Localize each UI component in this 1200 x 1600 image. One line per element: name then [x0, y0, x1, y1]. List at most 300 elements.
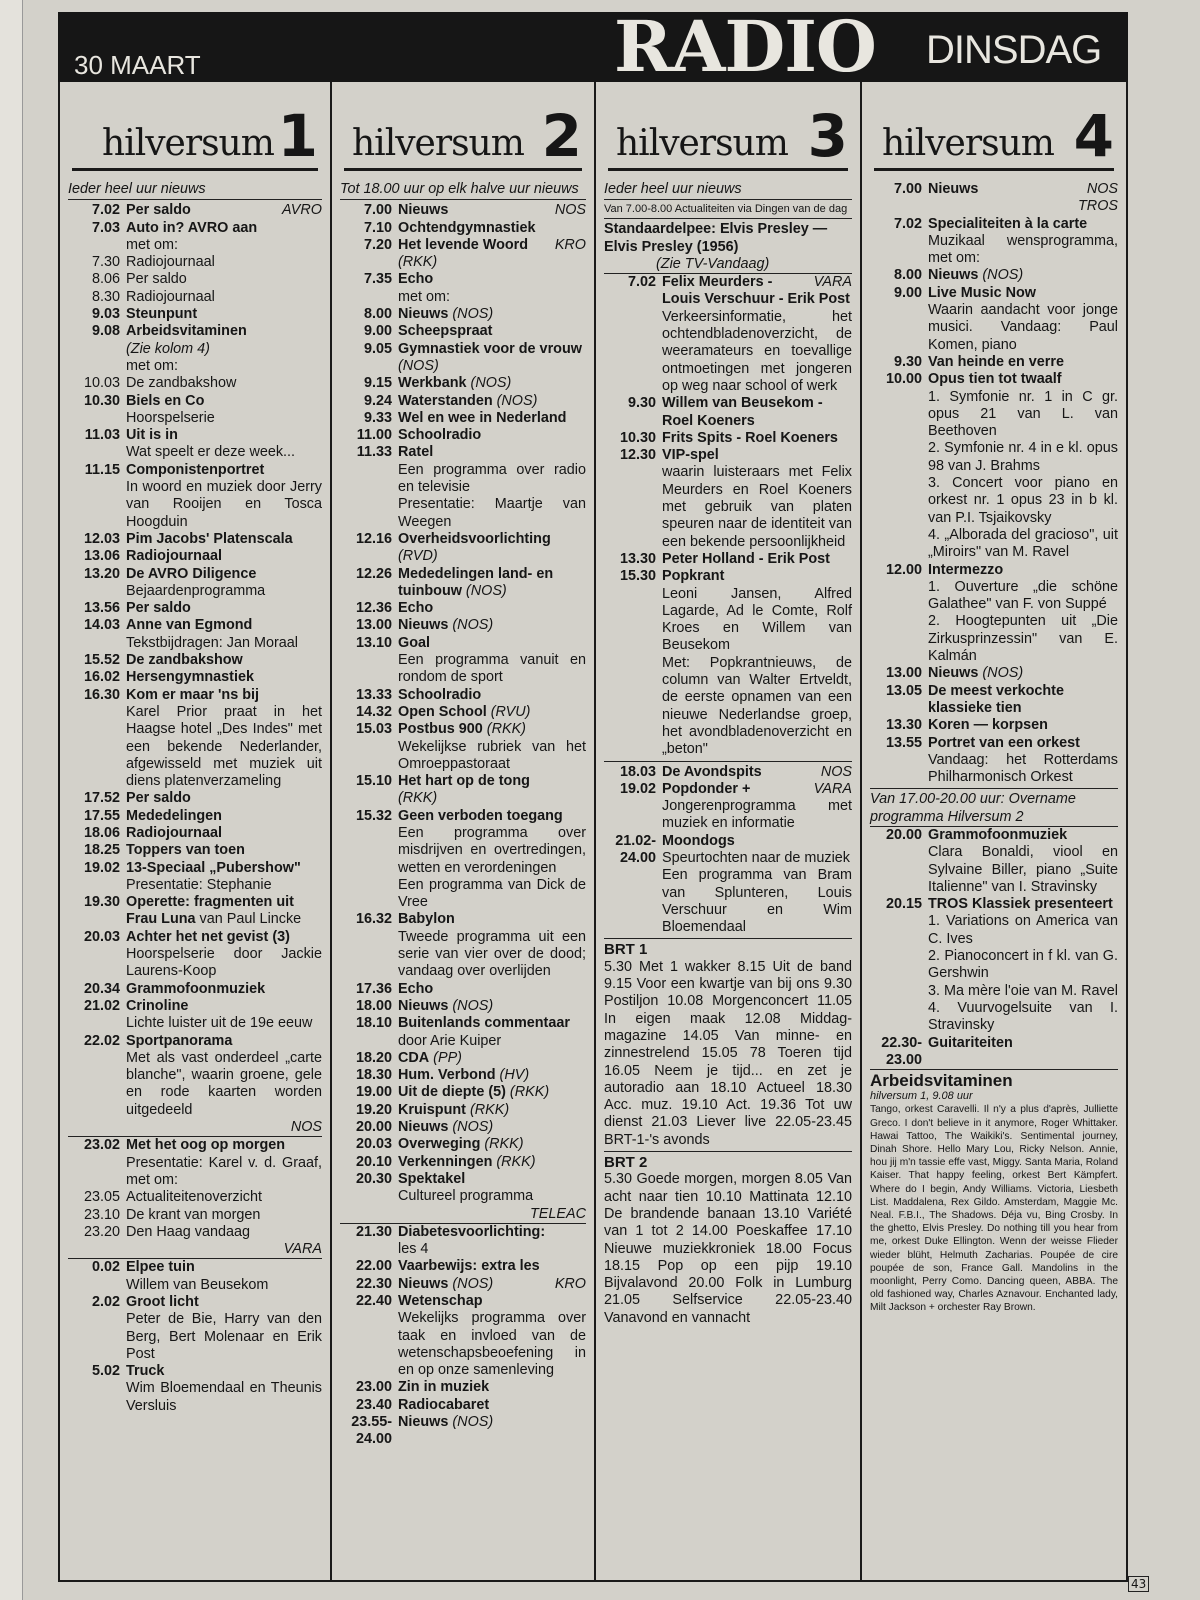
- program-details: [398, 704, 586, 721]
- program-details: [398, 911, 586, 980]
- program-time: 21.30: [355, 1223, 392, 1240]
- program-description: 1. Variations on America van C. Ives: [928, 913, 1118, 947]
- program-time: 13.05: [885, 682, 922, 699]
- station-number: 1: [277, 102, 318, 170]
- program-title: Nieuws: [398, 997, 449, 1014]
- program-title: Spektakel: [398, 1170, 466, 1187]
- column-hilversum-2: [330, 82, 594, 1580]
- program-entry: [870, 285, 1118, 354]
- program-time: 16.02: [83, 669, 120, 686]
- station-name: hilversum: [616, 123, 788, 164]
- program-time: 9.15: [363, 375, 392, 392]
- program-title: Radiojournaal: [126, 824, 222, 841]
- program-entry: [340, 410, 586, 427]
- program-title: Ochtendgymnastiek: [398, 219, 536, 236]
- brt1-schedule: 5.30 Met 1 wakker 8.15 Uit de band 9.15 Voor een kwartje van bij ons 9.30 Postiljon 10.08 Morgenconcert 11.05 In eigen maak 12.08 Middag-magazine 14.05 Van minne- en zinnestrelend 15.05 78 Toeren tijd 16.05 Neem je tijd... en zet je autoradio aan 18.10 Actueel 18.30 Acc. muz. 19.10 Act. 19.36 Tot uw dienst 21.03 Liever live 22.05-23.45 BRT-1-'s avonds: [604, 958, 852, 1148]
- program-details: [126, 1137, 322, 1189]
- program-details: [398, 393, 586, 410]
- program-title: Live Music Now: [928, 284, 1036, 301]
- program-details: [126, 998, 322, 1033]
- program-time: 22.02: [83, 1032, 120, 1049]
- program-entry: [340, 1397, 586, 1414]
- program-title: Den Haag vandaag: [126, 1223, 251, 1240]
- feature-box-text: Tango, orkest Caravelli. Il n'y a plus d'après, Julliette Greco. I don't believe in it anymore, Roger Whittaker. Hawai Tattoo, The Waikiki's. Sentimental journey, Dinah Shore. Hello Mary Lou, Ricky Nelson. Annie, hou jij m'n tassie effe vast, Miggy. Santa Maria, Roland Kaiser. That happy feeling, orkest Bert Kämpfert. Where do I begin, Andy Williams. Victoria, Liesbeth List. Maddalena, Rex Gildo. Amsterdam, Maggie Mc. Neal. F.B.I., The Shadows. Déja vu, Bing Crosby. In the ghetto, Elvis Presley. Do nothing till you hear from me, orkest Duke Ellington. Wenn der weisse Flieder wieder blüht, Helmuth Zacharias. Poupée de cire poupée de son, France Gall. Mandolins in the moonlight, Perry Como. Dancing queen, ABBA. The old fashioned way, Charles Aznavour. Enchanted lady, Milt Jackson + orchester Ray Brown.: [870, 1104, 1118, 1314]
- station-columns: [58, 82, 1128, 1582]
- program-time: 12.30: [619, 447, 656, 464]
- program-time: [870, 198, 928, 215]
- program-details: [928, 181, 1118, 198]
- program-details: [928, 896, 1118, 1034]
- program-details: [398, 566, 586, 601]
- program-time: 23.10: [83, 1206, 120, 1223]
- column-hilversum-3: [594, 82, 860, 1580]
- program-time: 22.40: [355, 1293, 392, 1309]
- program-time: 11.15: [84, 461, 120, 478]
- program-title: De AVRO Diligence: [126, 565, 257, 582]
- program-title: Actualiteitenoverzicht: [126, 1189, 262, 1206]
- program-list: [870, 827, 1118, 1069]
- program-details: [398, 271, 586, 306]
- program-title: Nieuws: [928, 267, 979, 284]
- program-time: 20.15: [885, 896, 922, 913]
- program-details: [398, 1171, 586, 1206]
- program-time: 9.33: [363, 409, 392, 426]
- program-time: 16.32: [355, 911, 392, 928]
- program-title: Gymnastiek voor de vrouw: [398, 340, 582, 357]
- program-broadcaster: (NOS): [978, 267, 1024, 284]
- program-entry: [340, 341, 586, 376]
- program-title: Felix Meurders - Louis Verschuur - Erik Post: [662, 274, 850, 308]
- program-details: [126, 271, 322, 288]
- program-details: [398, 635, 586, 687]
- program-details: [126, 894, 322, 929]
- program-entry: [68, 669, 322, 686]
- feature-box-title: Arbeidsvitaminen: [870, 1069, 1118, 1089]
- program-title: Operette: fragmenten uit Frau Luna: [126, 894, 294, 928]
- program-entry: [340, 635, 586, 687]
- broadcaster-label: VARA: [68, 1241, 322, 1259]
- feature-box-subtitle: hilversum 1, 9.08 uur: [870, 1090, 973, 1103]
- program-description: Lichte luister uit de 19e eeuw: [126, 1015, 313, 1032]
- program-time: 18.03: [619, 763, 656, 780]
- program-broadcaster: (PP): [429, 1049, 462, 1066]
- program-time: 15.52: [83, 652, 120, 669]
- program-entry: [340, 1154, 586, 1171]
- program-time: 12.03: [83, 530, 120, 547]
- program-description: 4. „Alborada del gracioso", uit „Miroirs" van M. Ravel: [928, 526, 1118, 561]
- program-time: 13.30: [885, 717, 922, 734]
- program-title: Uit de diepte (5): [398, 1084, 506, 1101]
- program-title: Groot licht: [126, 1294, 199, 1310]
- program-time: 9.05: [363, 340, 392, 357]
- program-details: [126, 617, 322, 652]
- program-title: VIP-spel: [662, 447, 719, 464]
- program-time: 9.08: [91, 323, 120, 340]
- column-hilversum-4: [860, 82, 1126, 1580]
- program-entry: [68, 1294, 322, 1363]
- program-details: [398, 1414, 586, 1449]
- schedule: [604, 171, 852, 1327]
- program-details: [398, 1136, 586, 1153]
- program-title: Nieuws: [398, 1275, 449, 1292]
- program-description: les 4: [398, 1241, 429, 1258]
- program-description: Wekelijkse rubriek van het Omroeppastoraat: [398, 738, 586, 772]
- program-broadcaster: (NOS): [448, 1275, 494, 1292]
- program-title: Nieuws: [398, 1414, 449, 1431]
- program-details: [126, 929, 322, 981]
- program-details: [126, 1259, 322, 1294]
- program-title: Sportpanorama: [126, 1032, 233, 1049]
- program-details: [928, 285, 1118, 354]
- program-entry: [340, 220, 586, 237]
- program-description: met om:: [126, 236, 178, 253]
- station-number: 4: [1073, 102, 1114, 170]
- program-title: Met het oog op morgen: [126, 1137, 286, 1154]
- program-details: [398, 1084, 586, 1101]
- program-entry: [68, 1259, 322, 1294]
- program-time: 12.26: [355, 565, 392, 582]
- program-title: Specialiteiten à la carte: [928, 215, 1088, 232]
- program-description: 2. Hoogtepunten uit „Die Zirkusprinzessin" van E. Kalmán: [928, 613, 1118, 665]
- program-details: [126, 323, 322, 375]
- program-entry: [340, 1258, 586, 1275]
- program-entry: [68, 652, 322, 669]
- broadcaster-label: NOS: [1086, 181, 1118, 197]
- program-entry: [340, 271, 586, 306]
- program-details: [928, 267, 1118, 284]
- program-title: Goal: [398, 634, 430, 651]
- program-title: Vaarbewijs: extra les: [398, 1258, 540, 1275]
- program-details: [928, 665, 1118, 682]
- program-title: Mededelingen land- en tuinbouw: [398, 565, 554, 599]
- program-entry: [604, 447, 852, 551]
- program-entry: [604, 395, 852, 430]
- program-title: Intermezzo: [928, 561, 1004, 578]
- program-broadcaster: (RKK): [505, 1084, 550, 1101]
- program-description: Een programma van Dick de Vree: [398, 876, 586, 911]
- program-time: 18.20: [355, 1049, 392, 1066]
- program-details: [126, 842, 322, 859]
- program-description: met om:: [126, 357, 178, 374]
- station-number: 2: [541, 102, 582, 170]
- program-title: Nieuws: [928, 181, 979, 197]
- program-entry: [604, 551, 852, 568]
- program-details: [928, 371, 1118, 561]
- program-time: 19.20: [355, 1101, 392, 1118]
- program-description: Een programma over misdrijven en overtredingen, wetten en verordeningen: [398, 824, 586, 876]
- program-time: 19.00: [355, 1084, 392, 1101]
- program-entry: [340, 704, 586, 721]
- program-details: [398, 981, 586, 998]
- program-title: 13-Speciaal „Pubershow": [126, 859, 301, 876]
- program-time: 9.30: [627, 395, 656, 412]
- program-entry: [340, 998, 586, 1015]
- program-entry: [68, 427, 322, 462]
- program-time: 14.03: [83, 617, 120, 634]
- program-details: [398, 1293, 586, 1379]
- program-entry: [68, 808, 322, 825]
- program-details: [398, 1258, 586, 1275]
- program-entry: [340, 773, 586, 808]
- program-details: [126, 860, 322, 895]
- program-time: 20.00: [355, 1119, 392, 1136]
- program-entry: [68, 1189, 322, 1206]
- program-description: Vandaag: het Rotterdams Philharmonisch Orkest: [928, 751, 1118, 786]
- program-entry: [340, 1084, 586, 1101]
- program-title: Wetenschap: [398, 1293, 483, 1309]
- program-entry: [870, 717, 1118, 734]
- program-entry: [604, 274, 852, 395]
- program-time: 19.02: [83, 859, 120, 876]
- program-title: Echo: [398, 980, 434, 997]
- program-details: [126, 669, 322, 686]
- program-entry: [340, 237, 586, 272]
- program-time: 9.00: [363, 323, 392, 340]
- program-description: (RKK): [398, 790, 438, 807]
- program-title: Willem van Beusekom - Roel Koeners: [662, 395, 823, 429]
- program-title: Open School: [398, 703, 487, 720]
- program-time: 20.30: [355, 1170, 392, 1187]
- program-entry: [870, 562, 1118, 666]
- schedule-note: Ieder heel uur nieuws: [68, 181, 322, 200]
- program-time: 0.02: [91, 1259, 120, 1276]
- program-details: [928, 683, 1118, 718]
- program-entry: [68, 860, 322, 895]
- program-entry: [870, 896, 1118, 1034]
- program-details: [126, 981, 322, 998]
- program-entry: [68, 548, 322, 565]
- program-time: 23.05: [83, 1189, 120, 1206]
- program-time: 7.00: [893, 181, 922, 197]
- program-time: 9.24: [363, 392, 392, 409]
- program-title: Truck: [126, 1363, 165, 1380]
- program-details: [398, 410, 586, 427]
- program-entry: [870, 216, 1118, 268]
- program-title: Nieuws: [928, 665, 979, 682]
- program-description: Peter de Bie, Harry van den Berg, Bert Molenaar en Erik Post: [126, 1311, 322, 1362]
- program-time: 23.02: [83, 1137, 120, 1154]
- program-details: [928, 562, 1118, 666]
- program-time: 17.36: [355, 980, 392, 997]
- program-title: Buitenlands commentaar: [398, 1015, 570, 1032]
- program-description: door Arie Kuiper: [398, 1032, 502, 1049]
- program-details: [398, 1102, 586, 1119]
- program-details: [398, 1050, 586, 1067]
- broadcaster-label: KRO: [554, 236, 586, 253]
- broadcaster-label: TROS: [1078, 198, 1118, 215]
- program-title: Nieuws: [398, 202, 449, 219]
- program-broadcaster: (NOS): [466, 375, 512, 392]
- program-title: Babylon: [398, 911, 455, 928]
- program-time: 12.16: [355, 530, 392, 547]
- program-details: [928, 827, 1118, 896]
- program-time: 7.02: [893, 215, 922, 232]
- program-entry: [870, 371, 1118, 561]
- program-entry: [340, 1119, 586, 1136]
- schedule-note: Van 17.00-20.00 uur: Overname programma Hilversum 2: [870, 791, 1118, 827]
- program-details: [662, 430, 852, 447]
- program-time: 10.30: [83, 392, 120, 409]
- program-description: Karel Prior praat in het Haagse hotel „Des Indes" met een bekende Nederlander, afgewisseld met muziek uit diens platenverzameling: [126, 703, 322, 790]
- program-details: [662, 395, 852, 430]
- program-time: 22.30-23.00: [881, 1034, 922, 1068]
- program-title: De krant van morgen: [126, 1206, 261, 1223]
- program-details: [662, 764, 852, 781]
- station-name: hilversum: [882, 123, 1054, 164]
- brt2-title: BRT 2: [604, 1154, 648, 1172]
- program-title: Echo: [398, 600, 434, 617]
- program-title: Hersengymnastiek: [126, 669, 254, 686]
- program-details: [398, 531, 586, 566]
- program-description: waarin luisteraars met Felix Meurders en Roel Koeners met gebruik van platen speuren naar de identiteit van een bekende persoonlijkheid: [662, 464, 852, 550]
- program-title: Frits Spits - Roel Koeners: [662, 429, 838, 446]
- program-list: [68, 1259, 322, 1415]
- program-title: Werkbank: [398, 375, 467, 392]
- program-entry: [340, 687, 586, 704]
- program-description: Jongerenprogramma met muziek en informatie: [662, 798, 852, 832]
- station-number: 3: [807, 102, 848, 170]
- program-entry: [870, 665, 1118, 682]
- program-time: 22.00: [355, 1258, 392, 1275]
- program-broadcaster: (RKK): [482, 721, 526, 738]
- program-details: [126, 1207, 322, 1224]
- program-time: 9.30: [893, 353, 922, 370]
- program-time: 2.02: [91, 1294, 120, 1310]
- program-details: [398, 202, 586, 219]
- program-description: Willem van Beusekom: [126, 1276, 269, 1293]
- program-title: Waterstanden: [398, 392, 493, 409]
- program-time: 7.02: [91, 202, 120, 219]
- program-details: [398, 617, 586, 634]
- program-title: Per saldo: [126, 271, 187, 288]
- program-description: Wekelijks programma over taak en invloed van de wetenschapsbeoefening in en op onze samenleving: [398, 1310, 586, 1379]
- program-description: Met: Popkrantnieuws, de column van Walter Ertveldt, de eerste opnamen van een nieuwe Nederlandse groep, het avondbladenoverzicht en „beton": [662, 654, 852, 758]
- program-details: [398, 1397, 586, 1414]
- program-details: [928, 354, 1118, 371]
- program-title: Componistenportret: [126, 461, 265, 478]
- program-time: 7.10: [363, 219, 392, 236]
- program-title: Kom er maar 'ns bij: [126, 686, 259, 703]
- program-details: [662, 551, 852, 568]
- program-description: Presentatie: Karel v. d. Graaf, met om:: [126, 1154, 322, 1188]
- program-time: 13.56: [83, 600, 120, 617]
- schedule-subnote: Van 7.00-8.00 Actualiteiten via Dingen van de dag: [604, 203, 848, 216]
- program-time: 7.02: [627, 274, 656, 291]
- program-details: [398, 687, 586, 704]
- program-details: [126, 202, 322, 219]
- program-entry: [68, 981, 322, 998]
- program-time: 20.03: [355, 1136, 392, 1153]
- broadcaster-label: KRO: [554, 1275, 586, 1292]
- program-details: [398, 341, 586, 376]
- program-description: Een programma van Bram van Splunteren, Louis Verschuur en Wim Bloemendaal: [662, 867, 852, 936]
- program-entry: [340, 202, 586, 219]
- program-description: Muzikaal wensprogramma, met om:: [928, 232, 1118, 267]
- program-title: Toppers van toen: [126, 842, 245, 859]
- program-time: 5.02: [91, 1363, 120, 1380]
- program-entry: [68, 600, 322, 617]
- program-broadcaster: (RKK): [480, 1136, 524, 1153]
- program-details: [126, 1189, 322, 1206]
- program-time: 8.00: [363, 306, 392, 323]
- program-entry: [68, 323, 322, 375]
- program-description: Cultureel programma: [398, 1188, 534, 1205]
- program-entry: [870, 1035, 1118, 1070]
- program-entry: [340, 444, 586, 530]
- schedule: [870, 171, 1118, 1315]
- program-description: Presentatie: Maartje van Weegen: [398, 496, 586, 530]
- program-title: Arbeidsvitaminen: [126, 323, 247, 340]
- program-title: Elpee tuin: [126, 1259, 195, 1276]
- program-broadcaster: (RKK): [465, 1101, 510, 1118]
- program-details: [126, 808, 322, 825]
- program-extra: van Paul Lincke: [195, 911, 302, 928]
- program-title: Kruispunt: [398, 1101, 466, 1118]
- program-time: 9.00: [893, 284, 922, 301]
- program-description: Een programma over radio en televisie: [398, 461, 586, 496]
- program-description: Met als vast onderdeel „carte blanche", waarin groene, gele en rode kaarten worden uitgedeeld: [126, 1049, 322, 1118]
- program-time: 21.02-24.00: [615, 832, 656, 866]
- program-broadcaster: (NOS): [448, 306, 494, 323]
- program-title: Hum. Verbond: [398, 1067, 496, 1084]
- program-entry: [340, 1015, 586, 1050]
- program-entry: [340, 566, 586, 601]
- program-broadcaster: (NOS): [448, 997, 494, 1014]
- program-entry: [340, 981, 586, 998]
- adjacent-page-edge: [0, 0, 23, 1600]
- program-description: 1. Ouverture „die schöne Galathee" van F. von Suppé: [928, 578, 1118, 613]
- program-description: 1. Symfonie nr. 1 in C gr. opus 21 van L. van Beethoven: [928, 388, 1118, 440]
- program-entry: [68, 1363, 322, 1415]
- program-time: 15.32: [355, 807, 392, 824]
- program-title: De zandbakshow: [126, 652, 243, 669]
- program-entry: [604, 430, 852, 447]
- program-details: [126, 1224, 322, 1241]
- program-entry: [340, 1379, 586, 1396]
- program-entry: [340, 1293, 586, 1379]
- program-title: Radiojournaal: [126, 548, 222, 565]
- broadcaster-label: TELEAC: [340, 1206, 586, 1224]
- program-description: Wim Bloemendaal en Theunis Versluis: [126, 1380, 322, 1414]
- program-entry: [68, 825, 322, 842]
- program-broadcaster: (NOS): [492, 392, 538, 409]
- column-heading: [874, 82, 1114, 171]
- program-time: 11.33: [356, 444, 392, 461]
- program-time: 18.30: [355, 1067, 392, 1084]
- program-time: 18.00: [355, 997, 392, 1014]
- program-entry: [604, 781, 852, 833]
- program-time: 12.36: [355, 600, 392, 617]
- program-title: Grammofoonmuziek: [126, 980, 266, 997]
- program-list: [870, 181, 1118, 786]
- program-description: 4. Vuurvogelsuite van I. Stravinsky: [928, 999, 1118, 1034]
- program-details: [928, 1035, 1118, 1070]
- program-time: 7.00: [363, 202, 392, 219]
- program-entry: [68, 894, 322, 929]
- program-title: Diabetesvoorlichting:: [398, 1223, 546, 1240]
- program-title: Portret van een orkest: [928, 734, 1080, 751]
- broadcaster-label: VARA: [813, 780, 852, 797]
- program-details: [126, 566, 322, 601]
- program-entry: [68, 254, 322, 271]
- program-title: Scheepspraat: [398, 323, 493, 340]
- program-time: 8.00: [893, 267, 922, 284]
- program-entry: [68, 220, 322, 255]
- program-entry: [68, 617, 322, 652]
- program-title: Anne van Egmond: [126, 617, 253, 634]
- program-entry: [340, 808, 586, 912]
- program-details: [126, 254, 322, 271]
